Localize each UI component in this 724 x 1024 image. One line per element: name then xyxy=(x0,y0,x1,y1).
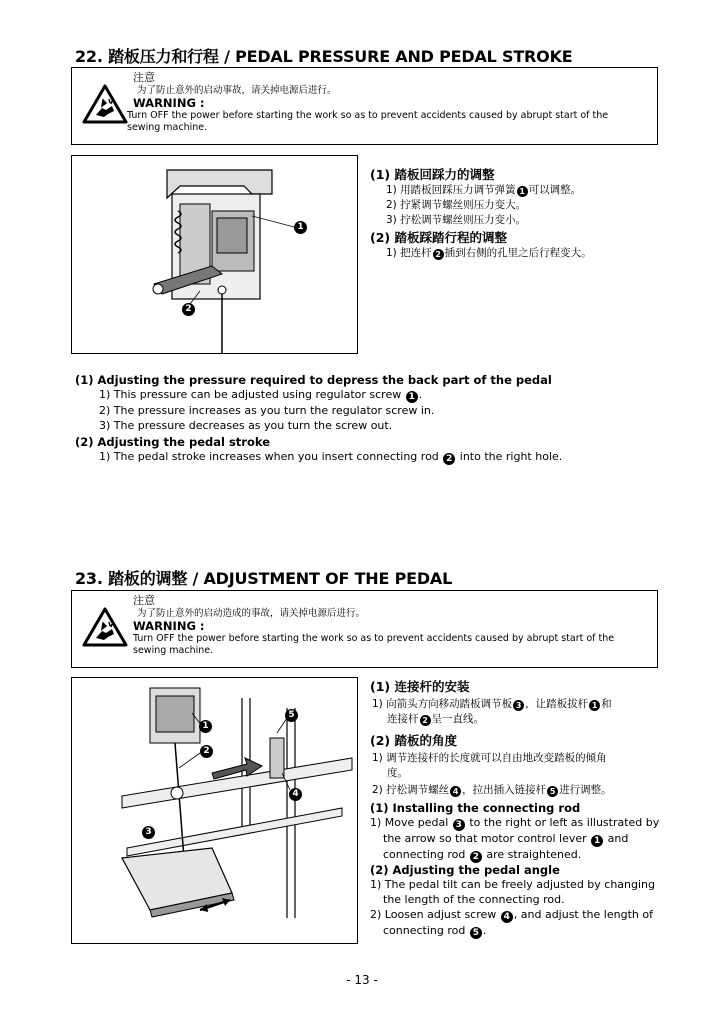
cn-heading-2: (2) 踏板踩踏行程的调整 xyxy=(370,230,507,245)
en-heading-1: (1) Adjusting the pressure required to depress the back part of the pedal xyxy=(75,373,552,387)
section-22-title: 22. 踏板压力和行程 / PEDAL PRESSURE AND PEDAL STROKE xyxy=(75,47,573,66)
warning-en-head: WARNING : xyxy=(133,96,205,110)
pedal-adjustment-illustration xyxy=(71,677,358,944)
cn-item-1-cont: 连接杆 2 呈一直线。 xyxy=(387,713,484,725)
callout-5: 5 xyxy=(285,709,298,722)
cn-item-1: 1) 向箭头方向移动踏板调节板 3 ，让踏板拔杆 1 和 xyxy=(372,698,612,710)
en-item-2-cont: the length of the connecting rod. xyxy=(383,893,565,906)
cn-heading-2: (2) 踏板的角度 xyxy=(370,733,457,748)
en-item-3-cont: connecting rod 5 . xyxy=(383,924,487,938)
en-heading-2: (2) Adjusting the pedal angle xyxy=(370,863,560,877)
section-23-title: 23. 踏板的调整 / ADJUSTMENT OF THE PEDAL xyxy=(75,569,453,588)
cn-item-4: 1) 把连杆 2 插到右侧的孔里之后行程变大。 xyxy=(386,247,592,259)
warning-en-line2: sewing machine. xyxy=(133,645,214,656)
warning-hand-icon xyxy=(82,607,128,647)
warning-cn-text: 为了防止意外的启动事故，请关掉电源后进行。 xyxy=(137,84,337,96)
callout-4: 4 xyxy=(289,788,302,801)
en-heading-2: (2) Adjusting the pedal stroke xyxy=(75,435,270,449)
pedal-pressure-illustration xyxy=(71,155,358,354)
cn-item-2: 1) 调节连接杆的长度就可以自由地改变踏板的倾角 xyxy=(372,752,607,764)
pedal-assembly-drawing xyxy=(72,678,358,944)
en-item-2: 1) The pedal tilt can be freely adjusted by changing xyxy=(370,878,656,891)
warning-box-23 xyxy=(71,590,658,668)
en-item-1: 1) Move pedal 3 to the right or left as illustrated by xyxy=(370,816,660,830)
callout-1: 1 xyxy=(294,221,307,234)
en-item-1: 1) This pressure can be adjusted using regulator screw 1 . xyxy=(99,388,423,402)
en-item-4: 1) The pedal stroke increases when you insert connecting rod 2 into the right hole. xyxy=(99,450,563,464)
callout-2: 2 xyxy=(200,745,213,758)
en-item-2: 2) The pressure increases as you turn the regulator screw in. xyxy=(99,404,435,417)
warning-en-line1: Turn OFF the power before starting the work so as to prevent accidents caused by abrupt start of the xyxy=(127,109,609,121)
cn-heading-1: (1) 连接杆的安装 xyxy=(370,679,470,694)
warning-hand-icon xyxy=(82,84,128,124)
en-item-3: 3) The pressure decreases as you turn the screw out. xyxy=(99,419,393,432)
en-item-1-cont-b: connecting rod 2 are straightened. xyxy=(383,848,582,862)
callout-2: 2 xyxy=(182,303,195,316)
callout-1: 1 xyxy=(199,720,212,733)
cn-item-3: 3) 拧松调节螺丝则压力变小。 xyxy=(386,214,527,226)
warning-en-line1: Turn OFF the power before starting the work so as to prevent accidents caused by abrupt start of the xyxy=(133,632,615,644)
cn-item-3: 2) 拧松调节螺丝 4 ，拉出插入链接杆 5 进行调整。 xyxy=(372,784,612,796)
cn-item-1: 1) 用踏板回踩压力调节弹簧 1 可以调整。 xyxy=(386,184,582,196)
warning-en-head: WARNING : xyxy=(133,619,205,633)
warning-en-line2: sewing machine. xyxy=(127,122,208,133)
pedal-mechanism-drawing xyxy=(72,156,358,354)
warning-box-22 xyxy=(71,67,658,145)
en-item-1-cont-a: the arrow so that motor control lever 1 and xyxy=(383,832,629,846)
warning-cn-text: 为了防止意外的启动造成的事故，请关掉电源后进行。 xyxy=(137,607,366,619)
en-item-3: 2) Loosen adjust screw 4 , and adjust the length of xyxy=(370,908,653,922)
page-number: - 13 - xyxy=(346,973,378,987)
cn-heading-1: (1) 踏板回踩力的调整 xyxy=(370,167,495,182)
warning-cn-head: 注意 xyxy=(133,594,155,607)
callout-3: 3 xyxy=(142,826,155,839)
cn-item-2-cont: 度。 xyxy=(387,767,408,779)
en-heading-1: (1) Installing the connecting rod xyxy=(370,801,581,815)
cn-item-2: 2) 拧紧调节螺丝则压力变大。 xyxy=(386,199,527,211)
warning-cn-head: 注意 xyxy=(133,71,155,84)
